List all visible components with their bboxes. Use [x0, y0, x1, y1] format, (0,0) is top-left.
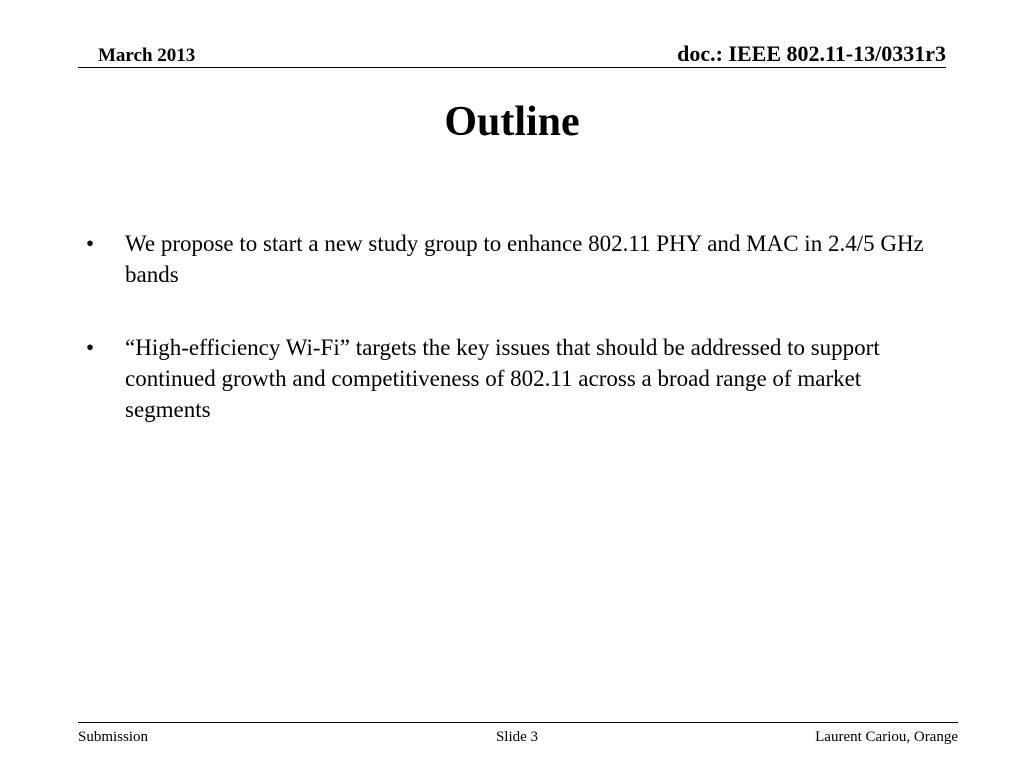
bullet-icon: • [86, 335, 95, 360]
footer-submission: Submission [78, 729, 149, 745]
bullet-item [86, 332, 946, 425]
bullet-text: “High-efficiency Wi-Fi” targets the key issues that should be addressed to support continued growth and competitiveness of 802.11 across a broad range of market segments [125, 335, 880, 422]
bullet-list [86, 228, 946, 467]
footer-divider [78, 722, 958, 723]
header-divider [78, 67, 946, 68]
bullet-icon: • [86, 231, 95, 256]
footer-slide-number: Slide 3 [495, 729, 539, 745]
bullet-item [86, 228, 946, 290]
slide-title: Outline [444, 99, 580, 145]
document-id: doc.: IEEE 802.11-13/0331r3 [677, 41, 946, 66]
header-date: March 2013 [98, 45, 196, 66]
bullet-text: We propose to start a new study group to enhance 802.11 PHY and MAC in 2.4/5 GHz bands [125, 231, 924, 287]
footer-author: Laurent Cariou, Orange [815, 729, 958, 745]
